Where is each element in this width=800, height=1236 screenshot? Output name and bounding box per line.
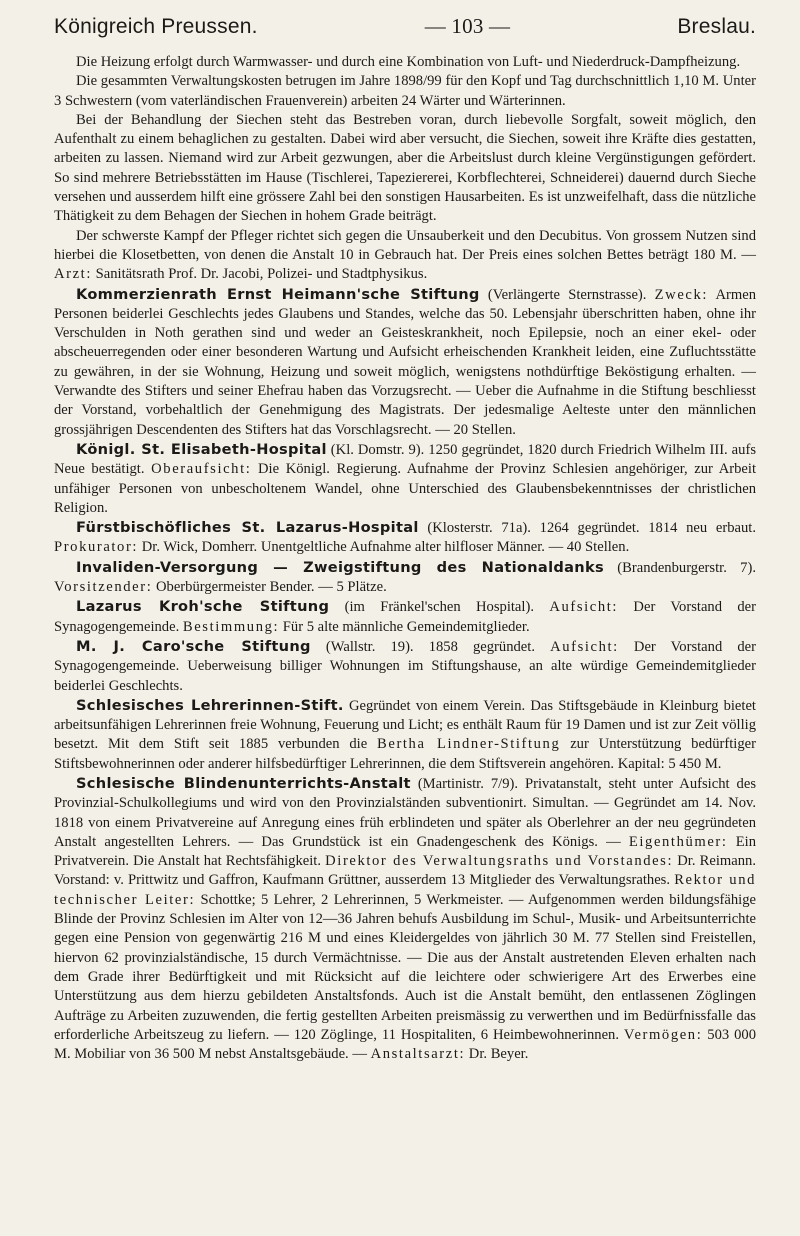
- paragraph-p5: [54, 285, 756, 440]
- text-run: Die Heizung erfolgt durch Warmwasser- und durch eine Kombination von Luft- und Niederdruck-Dampfheizung.: [76, 54, 741, 70]
- text-run: zur Unterstützung bedürftiger Stiftsbewohnerinnen oder anderer hilfsbedürftiger Lehrerinnen, die dem Stiftsverein angehören. Kapital: 5 450 M.: [54, 736, 756, 772]
- text-run: Die Königl. Regierung. Aufnahme der Provinz Schlesien angehöriger, zur Arbeit unfähiger Personen von unbescholtenem Wandel, ohne Unterschied des Glaubensbekenntnisses der christlichen Religion.: [54, 461, 756, 516]
- text-run: Für 5 alte männliche Gemeindemitglieder.: [279, 618, 530, 635]
- text-run: Der Vorstand der Synagogengemeinde. Ueberweisung billiger Wohnungen im Stiftungshause, an alte würdige Gemeindemitglieder beiderlei Geschlechts.: [54, 638, 756, 694]
- paragraph-p10: [54, 637, 756, 696]
- entry-title: Königl. St. Elisabeth-Hospital: [76, 440, 327, 458]
- text-run: Oberbürgermeister Bender. — 5 Plätze.: [152, 579, 387, 596]
- running-head: [54, 14, 756, 39]
- field-label: Aufsicht:: [550, 638, 619, 655]
- text-run: Der Vorstand der Synagogengemeinde.: [54, 599, 757, 635]
- field-label: Rektor und technischer Leiter:: [54, 872, 757, 908]
- field-label: Vermögen:: [623, 1026, 703, 1043]
- text-run: Die gesammten Verwaltungskosten betrugen im Jahre 1898/99 für den Kopf und Tag durchschnittlich 1,10 M. Unter 3 Schwestern (vom vaterländischen Frauenverein) arbeiten 24 Wärter und Wärterinnen.: [54, 73, 756, 109]
- entry-title: Invaliden-Versorgung — Zweigstiftung des Nationaldanks: [76, 558, 604, 576]
- paragraph-p7: [54, 518, 756, 558]
- paragraph-p2: [54, 72, 756, 111]
- field-label: Bestimmung:: [182, 618, 280, 635]
- text-run: Sanitätsrath Prof. Dr. Jacobi, Polizei- und Stadtphysikus.: [92, 266, 428, 283]
- running-head-right: Breslau.: [677, 15, 756, 38]
- paragraph-p3: [54, 111, 756, 227]
- field-label: Prokurator:: [54, 539, 139, 556]
- entry-title: M. J. Caro'sche Stiftung: [76, 637, 311, 655]
- text-run: (Verlängerte Sternstrasse).: [479, 286, 655, 303]
- page-body: [54, 53, 756, 1064]
- text-run: Ein Privatverein. Die Anstalt hat Rechtsfähigkeit.: [54, 833, 756, 870]
- text-run: Dr. Reimann. Vorstand: v. Prittwitz und Gaffron, Kaufmann Grüttner, ausserdem 13 Mitglieder des Verwaltungsrathes.: [54, 853, 756, 889]
- text-run: Gegründet von einem Verein. Das Stiftsgebäude in Kleinburg bietet arbeitsunfähigen Lehrerinnen freie Wohnung, Feuerung und Licht; es enthält Raum für 19 Damen und ist zur Zeit völlig besetzt. Mit dem Stift seit 1885 verbunden die: [54, 697, 756, 753]
- paragraph-p6: [54, 440, 756, 518]
- field-label: Eigenthümer:: [628, 833, 728, 850]
- running-head-left: Königreich Preussen.: [54, 15, 258, 38]
- entry-title: Fürstbischöfliches St. Lazarus-Hospital: [76, 519, 419, 537]
- field-label: Aufsicht:: [549, 599, 619, 616]
- text-run: (im Fränkel'schen Hospital).: [329, 599, 550, 616]
- text-run: (Brandenburgerstr. 7).: [603, 559, 756, 576]
- field-label: Anstaltsarzt:: [370, 1046, 466, 1063]
- entry-title: Kommerzienrath Ernst Heimann'sche Stiftung: [76, 285, 480, 303]
- entry-title: Schlesisches Lehrerinnen-Stift.: [76, 696, 344, 714]
- paragraph-p12: [54, 774, 756, 1064]
- paragraph-p11: [54, 696, 756, 774]
- text-run: Armen Personen beiderlei Geschlechts jedes Glaubens und Standes, welche das 50. Lebensjahr überschritten haben, ohne ihr Verschulden in Noth gerathen sind und weder an Geisteskrankheit, noch Epilepsie, noch an einer ekel- oder abscheuerregenden oder einer besonderen Wartung und Aufsicht erheischenden Krankheit leiden, eine Zufluchtsstätte zu gewähren, in der sie Wohnung, Heizung und soweit möglich, wenigstens nothdürftige Beköstigung erhalten. — Verwandte des Stifters und seiner Ehefrau haben das Vorzugsrecht. — Ueber die Aufnahme in die Stiftung beschliesst der Vorstand, vorbehaltlich der Genehmigung des Magistrats. Der jedesmalige Aelteste unter den männlichen grossjährigen Descendenten des Stifters hat das Vorschlagsrecht. — 20 Stellen.: [54, 286, 756, 438]
- field-label: Bertha Lindner-Stiftung: [377, 736, 561, 753]
- field-label: Arzt:: [54, 266, 92, 283]
- text-run: Schottke; 5 Lehrer, 2 Lehrerinnen, 5 Werkmeister. — Aufgenommen werden bildungsfähige Blinde der Provinz Schlesien im Alter von 12—36 Jahren behufs Ausbildung im Schul-, Musik- und Arbeitsunterrichte gegen eine Pension von gegenwärtig 216 M und eines Kleidergeldes von jährlich 30 M. 77 Stellen sind Freistellen, hiervon 62 provinzialständische, 15 durch Vermächtnisse. — Die aus der Anstalt austretenden Eleven erhalten nach dem Grade ihrer Bedürftigkeit und mit Rücksicht auf die leichtere oder schwierigere Art des Erwerbes eine Unterstützung aus dem hierzu gebildeten Anstaltsfonds. Auch ist die Anstalt bemüht, den entlassenen Zöglingen Aufträge zu Arbeiten zuzuwenden, die fertig gestellten Arbeiten preismässig zu verwerthen und im Bedürfnissfalle das erforderliche Arbeitszeug zu liefern. — 120 Zöglinge, 11 Hospitaliten, 6 Heimbewohnerinnen.: [54, 891, 757, 1043]
- text-run: (Kl. Domstr. 9). 1250 gegründet, 1820 durch Friedrich Wilhelm III. aufs Neue bestätigt.: [54, 441, 756, 478]
- field-label: Zweck:: [654, 286, 709, 303]
- entry-title: Lazarus Kroh'sche Stiftung: [76, 598, 330, 616]
- paragraph-p4: [54, 227, 756, 285]
- field-label: Vorsitzender:: [54, 579, 153, 596]
- page-number: — 103 —: [424, 14, 511, 38]
- paragraph-p9: [54, 597, 756, 637]
- paragraph-p8: [54, 558, 756, 598]
- text-run: Dr. Wick, Domherr. Unentgeltliche Aufnahme alter hilfloser Männer. — 40 Stellen.: [138, 539, 630, 556]
- text-run: Der schwerste Kampf der Pfleger richtet sich gegen die Unsauberkeit und den Decubitus. Von grossem Nutzen sind hierbei die Klosetbetten, von denen die Anstalt 10 in Gebrauch hat. Der Preis eines solchen Bettes beträgt 180 M. —: [54, 227, 756, 263]
- text-run: (Klosterstr. 71a). 1264 gegründet. 1814 neu erbaut.: [418, 520, 757, 537]
- text-run: Dr. Beyer.: [465, 1046, 529, 1063]
- field-label: Direktor des Verwaltungsraths und Vorstandes:: [325, 853, 674, 870]
- entry-title: Schlesische Blindenunterrichts-Anstalt: [76, 774, 411, 792]
- text-run: (Martinistr. 7/9). Privatanstalt, steht unter Aufsicht des Provinzial-Schulkollegiums und wird von den Provinzialständen subventionirt. Simultan. — Gegründet am 14. Nov. 1818 von einem Privatvereine auf Anregung eines früh erblindeten und später als Oberlehrer an der neu gegründeten Anstalt angestellten Lehrers. — Das Grundstück ist ein Gnadengeschenk des Königs. —: [54, 775, 757, 850]
- paragraph-p1: [54, 53, 756, 72]
- text-run: Bei der Behandlung der Siechen steht das Bestreben voran, durch liebevolle Sorgfalt, soweit möglich, den Aufenthalt zu einem behaglichen zu gestalten. Dabei wird aber versucht, die Siechen, soweit ihre Kräfte dies gestatten, arbeiten zu lassen. Niemand wird zur Arbeit gezwungen, aber die Arbeitslust durch kleine Vergünstigungen gefördert. So sind mehrere Betriebsstätten im Hause (Tischlerei, Tapeziererei, Korbflechterei, Schneiderei) dauernd durch Sieche versehen und ausserdem hilft eine grössere Zahl bei den sonstigen Hausarbeiten. Es ist unzweifelhaft, dass die nützliche Thätigkeit zu dem Behagen der Siechen in hohem Grade beiträgt.: [54, 111, 756, 225]
- text-run: (Wallstr. 19). 1858 gegründet.: [310, 638, 551, 655]
- text-run: 503 000 M. Mobiliar von 36 500 M nebst Anstaltsgebäude. —: [54, 1026, 756, 1063]
- field-label: Oberaufsicht:: [151, 461, 252, 478]
